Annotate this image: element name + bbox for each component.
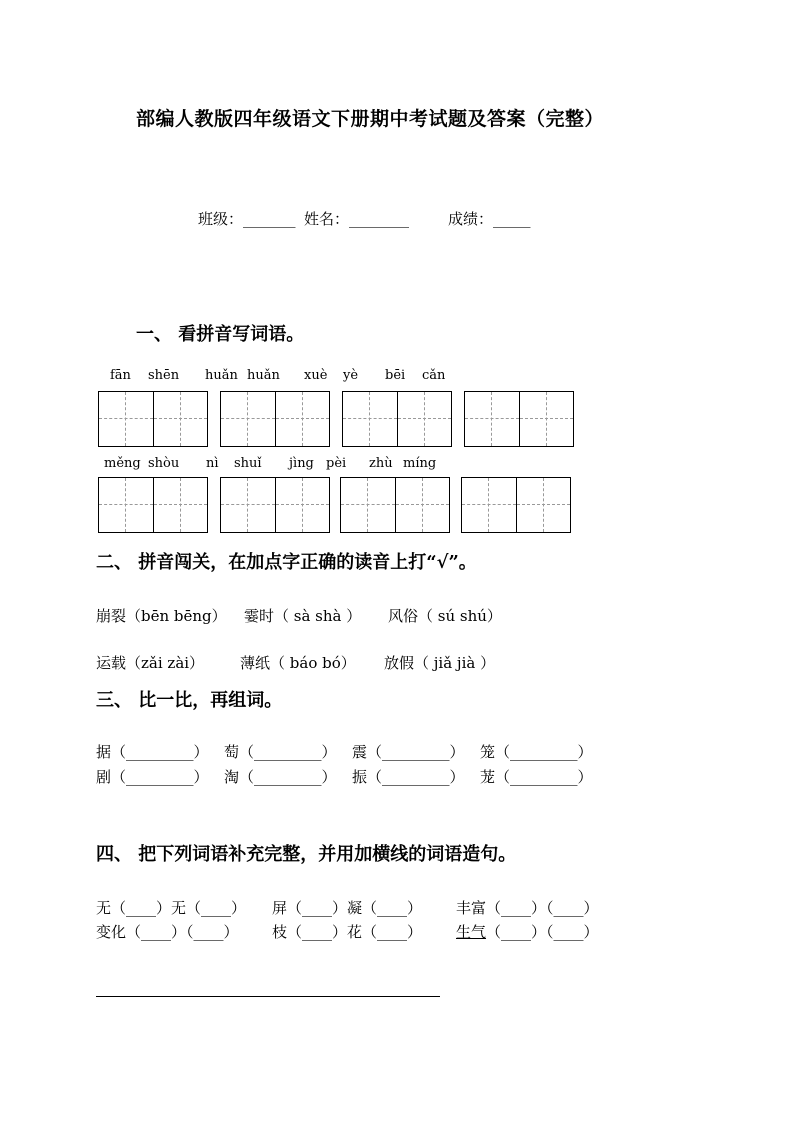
word-group-item[interactable]: 笼（_________） [480,743,593,761]
idiom-fill[interactable]: 屏（____）凝（____） [272,899,423,917]
pinyin: shēn [148,368,180,383]
pinyin: jìng [289,456,314,471]
writing-grid[interactable] [98,477,208,533]
section1-heading: 一、 看拼音写词语。 [136,324,305,345]
writing-grid[interactable] [342,391,452,447]
idiom-fill[interactable] [456,921,599,942]
pinyin: shuǐ [234,456,262,471]
word-group-item[interactable]: 茏（_________） [480,768,593,786]
underlined-word: 生气 [456,923,487,941]
pinyin: nì [206,456,219,471]
pinyin: měng [104,456,141,471]
pinyin: shòu [148,456,180,471]
pinyin-choice[interactable]: 崩裂（bēn bēng） [96,607,227,625]
pinyin-choice[interactable]: 薄纸（ báo bó） [240,654,356,672]
name-field[interactable]: 姓名：________ [304,210,410,228]
section4-heading: 四、 把下列词语补充完整，并用加横线的词语造句。 [96,844,517,865]
class-field[interactable]: 班级：_______ [198,210,296,228]
pinyin-choice[interactable]: 霎时（ sà shà ） [244,607,362,625]
pinyin: fān [110,368,131,383]
pinyin-choice[interactable]: 放假（ jiǎ jià ） [384,654,496,672]
section3-heading: 三、 比一比，再组词。 [96,690,283,711]
writing-grid[interactable] [220,477,330,533]
section2-heading: 二、 拼音闯关，在加点字正确的读音上打“√”。 [96,552,477,573]
word-group-item[interactable]: 淘（_________） [224,768,337,786]
idiom-fill-blanks: （____）（____） [486,923,599,941]
idiom-fill[interactable]: 枝（____）花（____） [272,923,423,941]
word-group-item[interactable]: 萄（_________） [224,743,337,761]
pinyin-choice[interactable]: 风俗（ sú shú） [388,607,502,625]
writing-grid[interactable] [461,477,571,533]
pinyin: huǎn [205,368,238,383]
pinyin: huǎn [247,368,280,383]
idiom-fill[interactable]: 丰富（____）（____） [456,899,599,917]
page-title: 部编人教版四年级语文下册期中考试题及答案（完整） [136,108,605,130]
writing-grid[interactable] [340,477,450,533]
writing-grid[interactable] [220,391,330,447]
writing-grid[interactable] [98,391,208,447]
pinyin-choice[interactable]: 运载（zǎi zài） [96,654,205,672]
pinyin: cǎn [422,368,446,383]
pinyin: bēi [385,368,406,383]
pinyin: zhù [369,456,393,471]
pinyin: xuè [304,368,328,383]
idiom-fill[interactable]: 变化（____）（____） [96,923,239,941]
word-group-item[interactable]: 剧（_________） [96,768,209,786]
pinyin: pèi [326,456,347,471]
pinyin: yè [343,368,359,383]
score-field[interactable]: 成绩：_____ [448,210,531,228]
answer-line[interactable] [96,996,440,997]
word-group-item[interactable]: 据（_________） [96,743,209,761]
idiom-fill[interactable]: 无（____）无（____） [96,899,247,917]
writing-grid[interactable] [464,391,574,447]
word-group-item[interactable]: 震（_________） [352,743,465,761]
word-group-item[interactable]: 振（_________） [352,768,465,786]
pinyin: míng [403,456,437,471]
